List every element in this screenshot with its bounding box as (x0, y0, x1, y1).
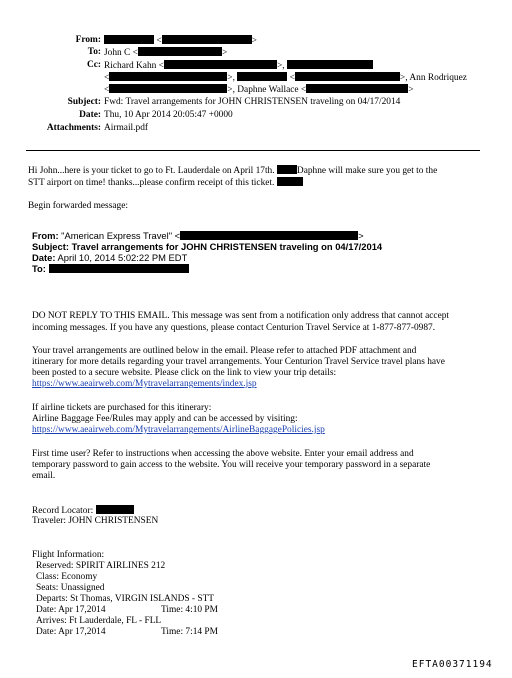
to-value: John C < > (104, 48, 228, 58)
cc-value-line1: Richard Kahn < >, (104, 60, 373, 72)
record-locator-line (32, 505, 134, 517)
first-time-line-3: email. (32, 471, 56, 481)
redaction-from-email (162, 35, 252, 44)
fwd-subject-line (32, 242, 382, 253)
forwarded-intro: Begin forwarded message: (28, 201, 128, 211)
traveler-line: Traveler: JOHN CHRISTENSEN (32, 516, 159, 526)
redaction-cc-7 (306, 84, 408, 93)
date-value: Thu, 10 Apr 2014 20:05:47 +0000 (104, 110, 233, 120)
arrangements-line-3: been posted to a secure website. Please click on the link to view your trip details: (32, 368, 337, 378)
cc-value-line3: < >, Daphne Wallace < > (104, 85, 414, 95)
from-label: From: (75, 35, 101, 45)
arrangements-line-2: itinerary for more details regarding your travel arrangements. Your Centurion Travel Service travel plans have (32, 357, 445, 367)
message-line-2 (28, 177, 303, 189)
message-line-1 (28, 165, 437, 177)
flight-departure-date: Date: Apr 17,2014 (36, 605, 106, 615)
flight-class: Class: Economy (36, 572, 98, 582)
redaction-cc-6 (109, 84, 227, 93)
redaction-cc-2 (287, 60, 373, 69)
document-id: EFTA00371194 (412, 659, 493, 670)
header-divider (26, 150, 480, 151)
first-time-line-2: temporary password to gain access to the website. You will receive your temporary password in a separate (32, 460, 431, 470)
flight-arrives: Arrives: Ft Lauderdale, FL - FLL (36, 616, 162, 626)
fwd-from-label: From: (32, 230, 59, 241)
fwd-subject-label: Subject: (32, 241, 69, 252)
redaction-message-2 (277, 177, 303, 186)
to-label: To: (87, 47, 101, 57)
record-locator-label: Record Locator: (32, 506, 94, 516)
arrangements-line-1: Your travel arrangements are outlined below in the email. Please refer to attached PDF attachment and (32, 346, 417, 356)
fwd-to-line (32, 264, 189, 275)
flight-departure-time: Time: 4:10 PM (161, 605, 218, 615)
redaction-fwd-from (180, 231, 358, 240)
first-time-line-1: First time user? Refer to instructions when accessing the above website. Enter your email address and (32, 449, 414, 459)
flight-arrival-time: Time: 7:14 PM (161, 627, 218, 637)
notice-line-2: incoming messages. If you have any questions, please contact Centurion Travel Service at 1-877-877-0987. (32, 323, 436, 333)
redaction-record-locator (96, 505, 134, 514)
redaction-cc-1 (164, 60, 277, 69)
redaction-cc-3 (109, 72, 227, 81)
cc-value-line2: < >, < >, Ann Rodriquez (104, 73, 467, 83)
subject-label: Subject: (67, 97, 101, 107)
fwd-to-label: To: (32, 263, 46, 274)
fwd-from-line: From: "American Express Travel" < > (32, 230, 364, 241)
flight-reserved: Reserved: SPIRIT AIRLINES 212 (36, 561, 166, 571)
fwd-date-value: April 10, 2014 5:02:22 PM EDT (57, 252, 188, 263)
from-value: < > (104, 35, 257, 47)
baggage-policies-link[interactable]: https://www.aeairweb.com/Mytravelarrangements/AirlineBaggagePolicies.jsp (32, 425, 325, 435)
flight-departs: Departs: St Thomas, VIRGIN ISLANDS - STT (36, 594, 215, 604)
baggage-line-2: Airline Baggage Fee/Rules may apply and can be accessed by visiting: (32, 414, 298, 424)
message-line-1a: Hi John...here is your ticket to go to Ft. Lauderdale on April 17th. (28, 166, 275, 176)
flight-arrival-date: Date: Apr 17,2014 (36, 627, 106, 637)
flight-seats: Seats: Unassigned (36, 583, 105, 593)
fwd-subject-value: Travel arrangements for JOHN CHRISTENSEN traveling on 04/17/2014 (71, 241, 383, 252)
flight-heading: Flight Information: (32, 550, 105, 560)
redaction-to-email (138, 47, 222, 56)
redaction-message-1 (277, 165, 297, 174)
baggage-line-1: If airline tickets are purchased for this itinerary: (32, 403, 212, 413)
attachments-label: Attachments: (46, 123, 101, 133)
to-name: John C < (104, 48, 138, 58)
cc-first-name: Richard Kahn < (104, 61, 164, 71)
notice-line-1: DO NOT REPLY TO THIS EMAIL. This message was sent from a notification only address that cannot accept (32, 311, 450, 321)
cc-daphne: , Daphne Wallace < (232, 85, 307, 95)
fwd-date-line (32, 253, 187, 264)
cc-ann: , Ann Rodriquez (405, 73, 467, 83)
redaction-cc-5 (295, 72, 400, 81)
attachments-value: Airmail.pdf (104, 123, 149, 133)
redaction-fwd-to (49, 264, 189, 273)
trip-details-link[interactable]: https://www.aeairweb.com/Mytravelarrangements/index.jsp (32, 379, 257, 389)
message-line-2-text: STT airport on time! thanks...please confirm receipt of this ticket. (28, 178, 275, 188)
date-label: Date: (79, 110, 101, 120)
fwd-date-label: Date: (32, 252, 56, 263)
redaction-cc-4 (237, 72, 287, 81)
fwd-from-value: "American Express Travel" < (61, 230, 181, 241)
subject-value: Fwd: Travel arrangements for JOHN CHRISTENSEN traveling on 04/17/2014 (104, 97, 401, 107)
cc-label: Cc: (86, 60, 101, 70)
message-line-1b: Daphne will make sure you get to the (296, 166, 438, 176)
redaction-from-name (104, 35, 154, 44)
